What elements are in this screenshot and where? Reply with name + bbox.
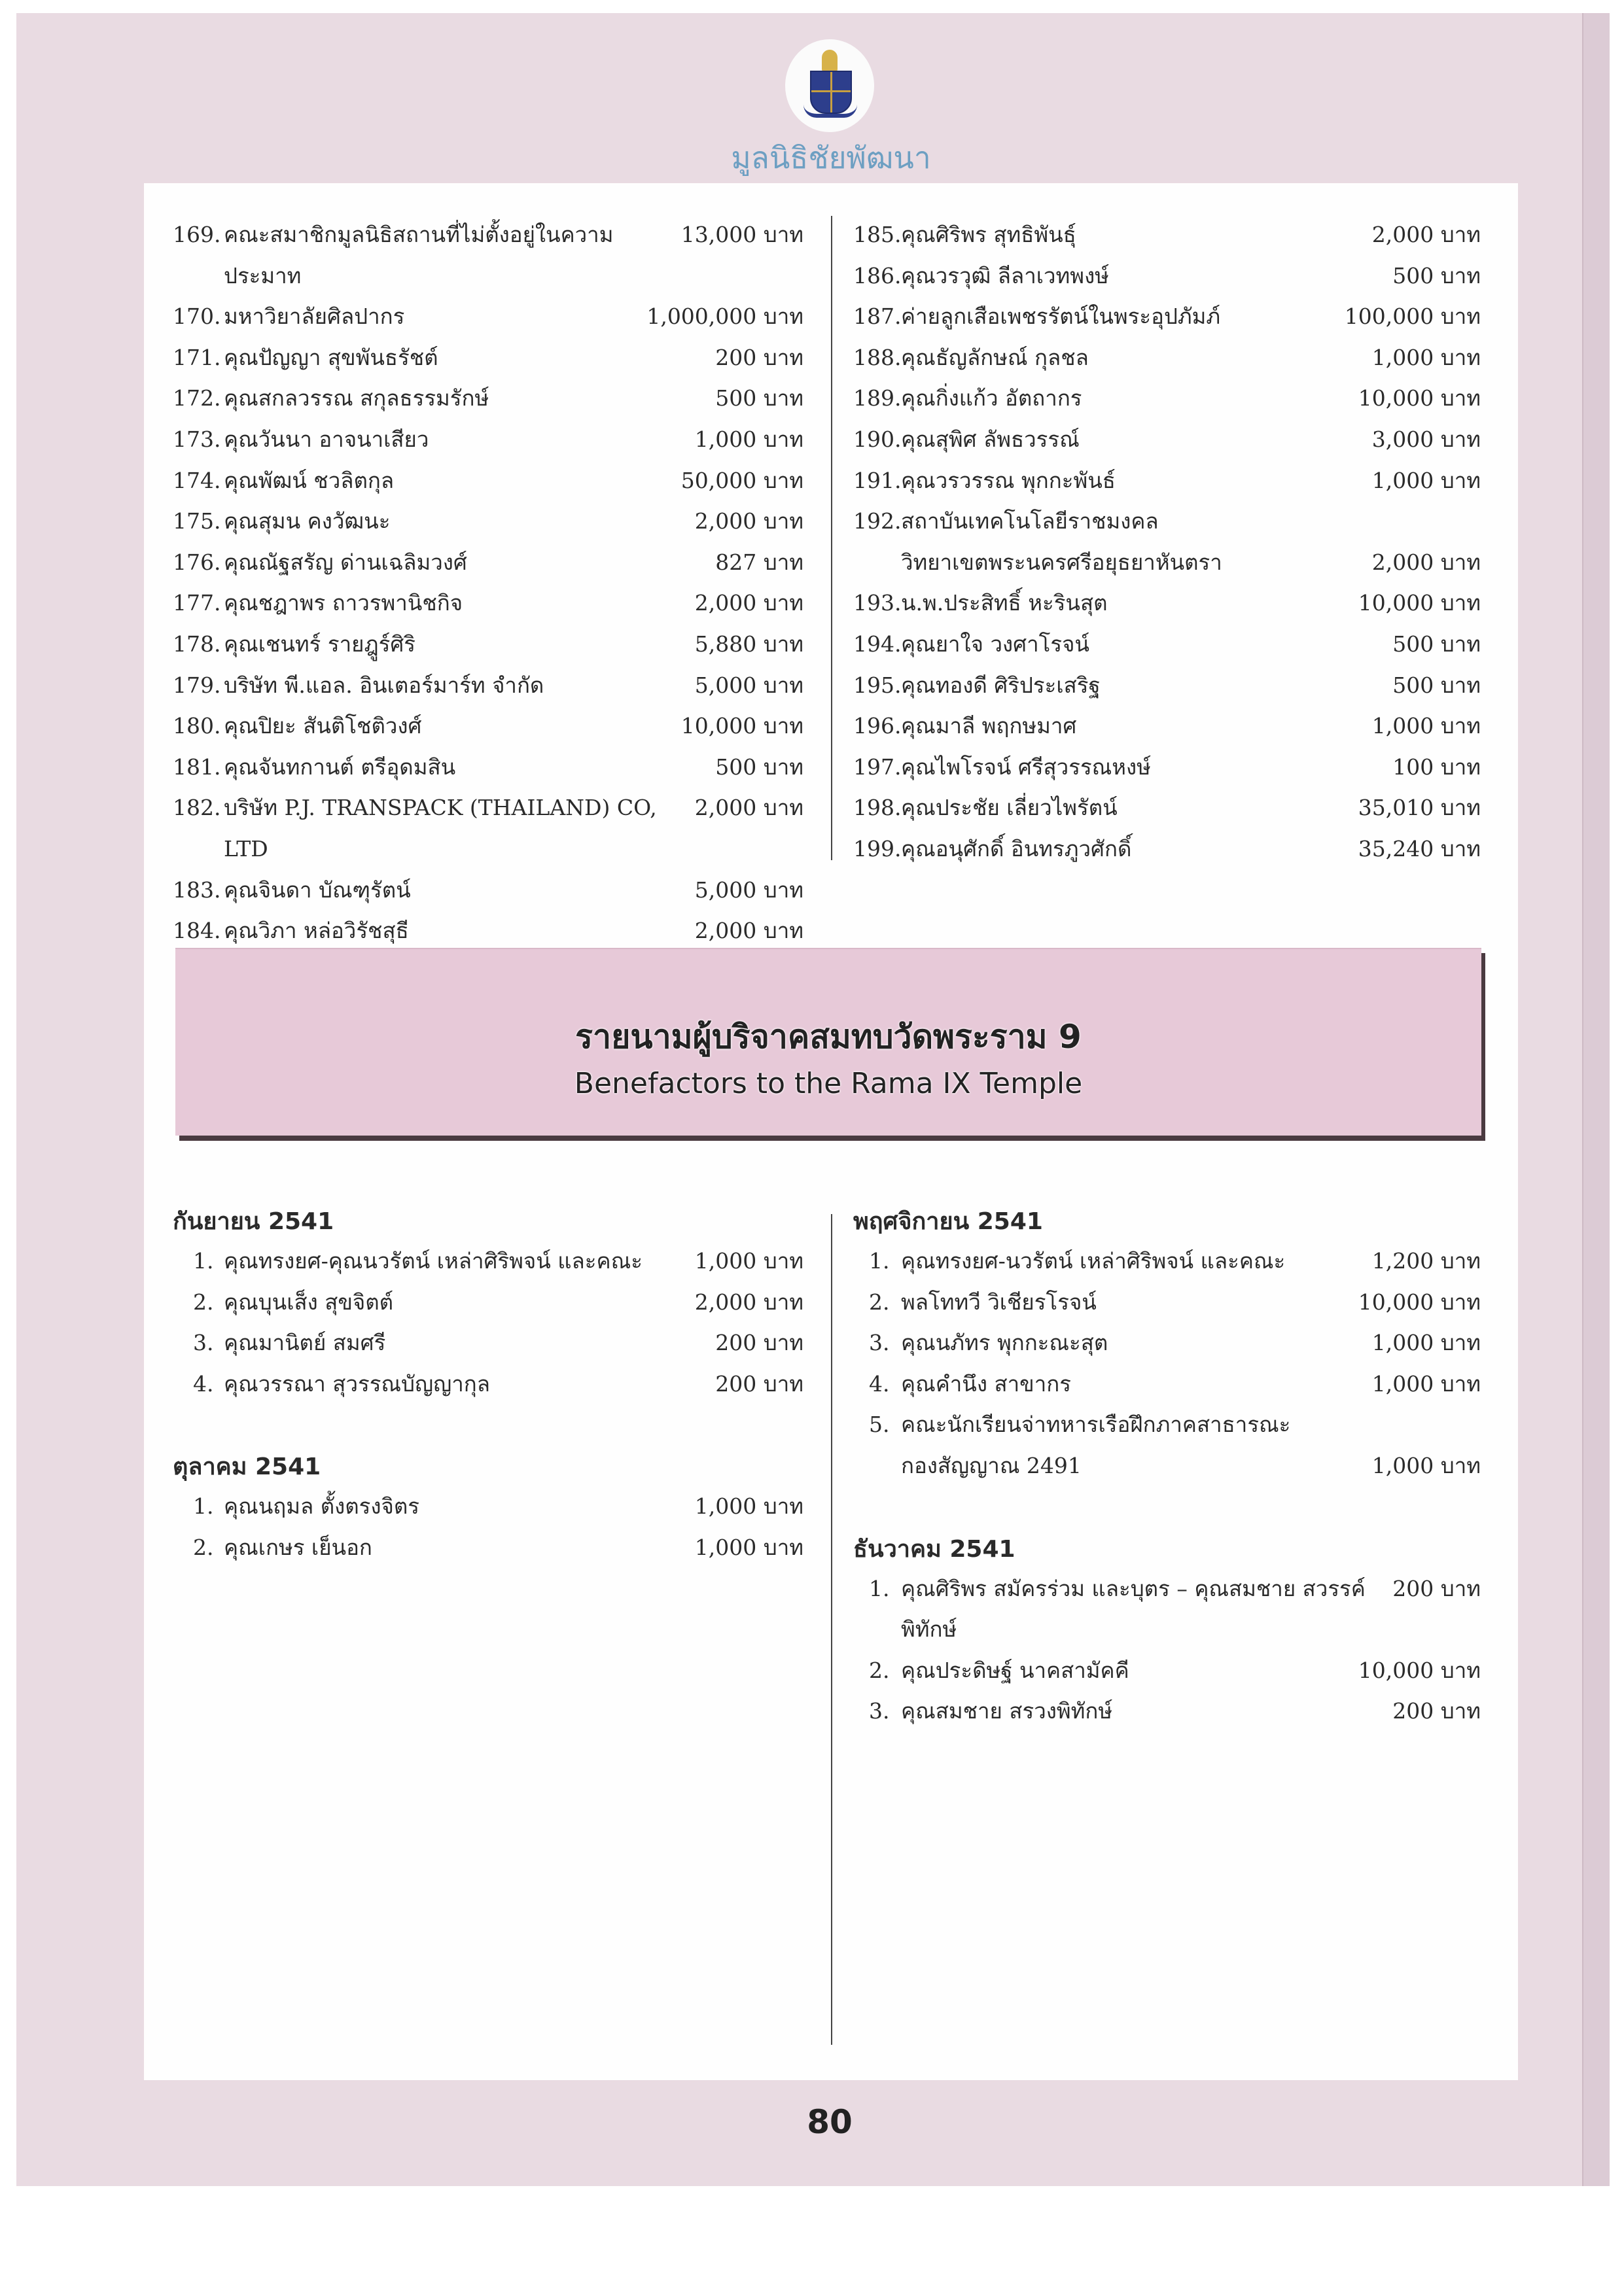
donor-row xyxy=(853,501,1481,542)
donor-number: 176. xyxy=(173,549,221,575)
donation-amount: 2,000 บาท xyxy=(694,508,803,534)
november-list xyxy=(853,1241,1481,1487)
donor-name: คุณอนุศักดิ์ อินทรภูวศักดิ์ xyxy=(901,835,1132,861)
donor-number: 192. xyxy=(853,508,902,534)
donor-row xyxy=(173,706,803,747)
donation-amount: 1,200 บาท xyxy=(1371,1248,1481,1274)
donation-amount: 1,000 บาท xyxy=(694,1248,803,1274)
donor-name: คุณมานิตย์ สมศรี xyxy=(224,1330,386,1356)
donor-number: 2. xyxy=(193,1534,214,1560)
september-list xyxy=(173,1241,803,1404)
month-column-right xyxy=(853,1202,1481,1732)
donor-number: 190. xyxy=(853,426,902,452)
donation-amount: 5,000 บาท xyxy=(694,672,803,698)
column-divider-top xyxy=(831,216,832,860)
donation-amount: 500 บาท xyxy=(715,385,803,411)
banner-title-english: Benefactors to the Rama IX Temple xyxy=(574,1067,1083,1100)
donor-list-left xyxy=(173,215,803,952)
donation-amount: 35,240 บาท xyxy=(1358,835,1481,861)
donor-row xyxy=(173,542,803,583)
banner-title-thai: รายนามผู้บริจาคสมทบวัดพระราม 9 xyxy=(575,1018,1082,1056)
donor-row xyxy=(853,665,1481,706)
donation-amount: 100,000 บาท xyxy=(1344,304,1481,330)
donation-amount: 10,000 บาท xyxy=(1358,590,1481,616)
donor-row xyxy=(853,1364,1481,1405)
donor-number: 1. xyxy=(193,1493,214,1520)
donor-number: 169. xyxy=(173,222,221,247)
donor-number: 187. xyxy=(853,304,902,330)
donation-amount: 10,000 บาท xyxy=(1358,1657,1481,1683)
donor-name: น.พ.ประสิทธิ์ หะรินสุต xyxy=(901,590,1108,616)
donor-name: คุณวรวุฒิ ลีลาเวทพงษ์ xyxy=(901,262,1109,288)
donor-row xyxy=(173,501,803,542)
donor-name: คุณเกษร เย็นอก xyxy=(224,1534,372,1560)
donor-name: คุณทรงยศ-คุณนวรัตน์ เหล่าศิริพจน์ และคณะ xyxy=(224,1248,643,1274)
december-list xyxy=(853,1569,1481,1732)
donor-number: 181. xyxy=(173,754,221,780)
donor-row xyxy=(173,1282,803,1323)
donor-name: พลโททวี วิเชียรโรจน์ xyxy=(901,1289,1097,1315)
donor-number: 173. xyxy=(173,426,221,452)
donor-row xyxy=(173,788,803,869)
donation-amount: 200 บาท xyxy=(715,1330,803,1356)
donor-number: 191. xyxy=(853,467,902,493)
donor-name: คุณมาลี พฤกษมาศ xyxy=(901,713,1077,739)
donor-row xyxy=(173,419,803,461)
donor-name: คุณประชัย เลี่ยวไพรัตน์ xyxy=(901,795,1118,821)
donation-amount: 13,000 บาท xyxy=(680,222,803,247)
donation-amount: 2,000 บาท xyxy=(694,590,803,616)
donation-amount: 500 บาท xyxy=(1392,672,1481,698)
donor-name: คุณปัญญา สุขพันธรัชต์ xyxy=(224,344,438,370)
donor-row xyxy=(173,215,803,296)
donor-name: คุณวันนา อาจนาเสียว xyxy=(224,426,429,452)
donor-row xyxy=(173,461,803,502)
donor-name: คุณไพโรจน์ ศรีสุวรรณหงษ์ xyxy=(901,754,1151,780)
donor-name: คุณวรรณา สุวรรณบัญญากุล xyxy=(224,1370,490,1397)
donor-name: คุณวรวรรณ พุกกะพันธ์ xyxy=(901,467,1116,493)
donor-row xyxy=(173,624,803,665)
donor-number: 177. xyxy=(173,590,221,616)
donor-name: คุณนภัทร พุกกะณะสุต xyxy=(901,1330,1108,1356)
donor-number: 180. xyxy=(173,713,221,739)
donor-number: 178. xyxy=(173,631,221,657)
donation-amount: 1,000 บาท xyxy=(1371,344,1481,370)
donor-number: 175. xyxy=(173,508,221,534)
donor-row xyxy=(853,338,1481,379)
donor-name: คณะนักเรียนจ่าทหารเรือฝึกภาคสาธารณะ xyxy=(901,1412,1291,1438)
donation-amount: 2,000 บาท xyxy=(694,795,803,821)
donor-number: 196. xyxy=(853,713,902,739)
donation-amount: 500 บาท xyxy=(715,754,803,780)
donor-number: 172. xyxy=(173,385,221,411)
donor-list-right xyxy=(853,215,1481,870)
donor-name: คุณทองดี ศิริประเสริฐ xyxy=(901,672,1101,698)
donor-row xyxy=(173,870,803,911)
ribbon-icon xyxy=(803,105,857,118)
donor-number: 197. xyxy=(853,754,902,780)
donor-name: คุณสมชาย สรวงพิทักษ์ xyxy=(901,1698,1113,1724)
donor-number: 182. xyxy=(173,795,221,821)
donation-amount: 2,000 บาท xyxy=(694,918,803,944)
month-heading-december: ธันวาคม 2541 xyxy=(853,1535,1015,1563)
donor-name: คุณบุนเส็ง สุขจิตต์ xyxy=(224,1289,394,1315)
donor-number: 2. xyxy=(193,1289,214,1315)
donor-row xyxy=(853,583,1481,624)
donor-row xyxy=(853,256,1481,297)
donation-amount: 2,000 บาท xyxy=(1371,222,1481,247)
donor-row xyxy=(173,911,803,952)
donor-row xyxy=(853,542,1481,583)
donor-row xyxy=(853,829,1481,870)
donor-number: 198. xyxy=(853,795,902,821)
donor-number: 1. xyxy=(869,1575,890,1601)
donor-row xyxy=(853,1282,1481,1323)
donor-row xyxy=(853,1569,1481,1650)
donation-amount: 1,000 บาท xyxy=(1371,1330,1481,1356)
donation-amount: 1,000 บาท xyxy=(694,1493,803,1520)
donor-row xyxy=(853,788,1481,829)
page-edge xyxy=(1582,13,1610,2186)
donation-amount: 35,010 บาท xyxy=(1358,795,1481,821)
donor-number: 186. xyxy=(853,262,902,288)
donor-number: 1. xyxy=(193,1248,214,1274)
page-number: 80 xyxy=(807,2103,853,2141)
donor-row xyxy=(853,419,1481,461)
donor-number: 170. xyxy=(173,304,221,330)
donor-name: คุณศิริพร สุทธิพันธุ์ xyxy=(901,222,1076,247)
donor-row xyxy=(853,1691,1481,1732)
donor-name: คุณวิภา หล่อวิรัชสุธี xyxy=(224,918,409,944)
donation-amount: 1,000 บาท xyxy=(694,426,803,452)
donor-name: คุณประดิษฐ์ นาคสามัคคี xyxy=(901,1657,1129,1683)
donation-amount: 5,000 บาท xyxy=(694,877,803,903)
donor-name: คุณชฎาพร ถาวรพานิชกิจ xyxy=(224,590,463,616)
donation-amount: 1,000 บาท xyxy=(1371,467,1481,493)
donor-row xyxy=(853,378,1481,419)
donor-number: 183. xyxy=(173,877,221,903)
donation-amount: 1,000 บาท xyxy=(1371,1370,1481,1397)
donor-name: บริษัท พี.แอล. อินเตอร์มาร์ท จำกัด xyxy=(224,672,544,698)
section-banner xyxy=(175,948,1481,1136)
donor-row xyxy=(173,1364,803,1405)
donor-number: 174. xyxy=(173,467,221,493)
donation-amount: 2,000 บาท xyxy=(1371,549,1481,575)
donor-name: คุณทรงยศ-นวรัตน์ เหล่าศิริพจน์ และคณะ xyxy=(901,1248,1286,1274)
donor-number: 189. xyxy=(853,385,902,411)
month-column-left xyxy=(173,1202,803,1569)
donation-amount: 1,000,000 บาท xyxy=(646,304,803,330)
donor-number: 4. xyxy=(193,1370,214,1397)
donor-row xyxy=(853,296,1481,338)
donor-row xyxy=(853,1404,1481,1446)
donor-row xyxy=(853,461,1481,502)
donation-amount: 200 บาท xyxy=(715,344,803,370)
donor-number: 185. xyxy=(853,222,902,247)
donor-name: คุณกิ่งแก้ว อัตถากร xyxy=(901,385,1082,411)
org-name: มูลนิธิชัยพัฒนา xyxy=(731,140,931,175)
donor-row xyxy=(173,1527,803,1569)
donor-name: สถาบันเทคโนโลยีราชมงคล xyxy=(901,508,1159,534)
donor-row xyxy=(853,624,1481,665)
donor-name: คุณปิยะ สันติโชติวงศ์ xyxy=(224,713,422,739)
donor-name: กองสัญญาณ 2491 xyxy=(901,1452,1082,1478)
donor-name: คุณสุมน คงวัฒนะ xyxy=(224,508,391,534)
donor-name: คุณธัญลักษณ์ กุลชล xyxy=(901,344,1089,370)
donor-name: บริษัท P.J. TRANSPACK (THAILAND) CO, LTD xyxy=(224,795,657,861)
crown-icon xyxy=(822,50,838,72)
donor-name: มหาวิยาลัยศิลปากร xyxy=(224,304,405,330)
donation-amount: 500 บาท xyxy=(1392,631,1481,657)
donation-amount: 10,000 บาท xyxy=(1358,1289,1481,1315)
donor-row xyxy=(853,1650,1481,1692)
donor-number: 195. xyxy=(853,672,902,698)
donation-amount: 10,000 บาท xyxy=(1358,385,1481,411)
month-heading-october: ตุลาคม 2541 xyxy=(173,1453,321,1481)
donation-amount: 200 บาท xyxy=(1392,1698,1481,1724)
donor-name: คณะสมาชิกมูลนิธิสถานที่ไม่ตั้งอยู่ในความประมาท xyxy=(224,222,614,288)
donor-name: คุณศิริพร สมัครร่วม และบุตร – คุณสมชาย สวรรค์พิทักษ์ xyxy=(901,1575,1366,1643)
donor-number: 179. xyxy=(173,672,221,698)
donor-name: ค่ายลูกเสือเพชรรัตน์ในพระอุปภัมภ์ xyxy=(901,304,1221,330)
donor-number: 4. xyxy=(869,1370,890,1397)
donor-row xyxy=(173,1486,803,1527)
donor-row xyxy=(173,296,803,338)
donor-row xyxy=(173,583,803,624)
donor-name: คุณจินดา บัณฑุรัตน์ xyxy=(224,877,411,903)
donor-row xyxy=(173,1323,803,1364)
donor-row xyxy=(853,1446,1481,1487)
donor-name: คุณนฤมล ตั้งตรงจิตร xyxy=(224,1493,419,1520)
donor-number: 3. xyxy=(869,1330,890,1356)
donor-number: 194. xyxy=(853,631,902,657)
donor-number: 2. xyxy=(869,1289,890,1315)
donation-amount: 1,000 บาท xyxy=(1371,713,1481,739)
donation-amount: 200 บาท xyxy=(1392,1575,1481,1601)
donation-amount: 1,000 บาท xyxy=(694,1534,803,1560)
donor-number: 193. xyxy=(853,590,902,616)
donor-row xyxy=(853,747,1481,788)
donor-name: คุณณัฐสรัญ ด่านเฉลิมวงศ์ xyxy=(224,549,467,575)
donor-row xyxy=(173,665,803,706)
donation-amount: 10,000 บาท xyxy=(680,713,803,739)
donor-row xyxy=(173,338,803,379)
donation-amount: 50,000 บาท xyxy=(680,467,803,493)
donation-amount: 5,880 บาท xyxy=(694,631,803,657)
donation-amount: 500 บาท xyxy=(1392,262,1481,288)
donation-amount: 1,000 บาท xyxy=(1371,1452,1481,1478)
donor-number: 5. xyxy=(869,1412,890,1438)
donation-amount: 827 บาท xyxy=(715,549,803,575)
donation-amount: 2,000 บาท xyxy=(694,1289,803,1315)
donor-row xyxy=(173,747,803,788)
donor-name: วิทยาเขตพระนครศรีอยุธยาหันตรา xyxy=(901,549,1222,575)
donor-row xyxy=(853,1241,1481,1282)
october-list xyxy=(173,1486,803,1568)
donor-row xyxy=(173,1241,803,1282)
donor-number: 3. xyxy=(193,1330,214,1356)
donation-amount: 3,000 บาท xyxy=(1371,426,1481,452)
donor-number: 1. xyxy=(869,1248,890,1274)
donor-number: 171. xyxy=(173,344,221,370)
month-heading-september: กันยายน 2541 xyxy=(173,1208,334,1235)
donor-name: คุณยาใจ วงศาโรจน์ xyxy=(901,631,1089,657)
donor-number: 188. xyxy=(853,344,902,370)
donor-row xyxy=(853,215,1481,256)
donor-name: คุณคำนึง สาขากร xyxy=(901,1370,1071,1397)
donor-number: 184. xyxy=(173,918,221,944)
donation-amount: 200 บาท xyxy=(715,1370,803,1397)
donor-name: คุณเชนทร์ รายฎูร์ศิริ xyxy=(224,631,416,657)
donation-amount: 100 บาท xyxy=(1392,754,1481,780)
donor-row xyxy=(173,378,803,419)
donor-name: คุณสุพิศ ลัพธวรรณ์ xyxy=(901,426,1080,452)
donor-row xyxy=(853,1323,1481,1364)
donor-name: คุณพัฒน์ ชวลิตกุล xyxy=(224,467,395,493)
donor-name: คุณจันทกานต์ ตรีอุดมสิน xyxy=(224,754,456,780)
donor-row xyxy=(853,706,1481,747)
donor-number: 2. xyxy=(869,1657,890,1683)
donor-number: 3. xyxy=(869,1698,890,1724)
month-heading-november: พฤศจิกายน 2541 xyxy=(853,1208,1043,1235)
column-divider-bottom xyxy=(831,1214,832,2045)
donor-name: คุณสกลวรรณ สกุลธรรมรักษ์ xyxy=(224,385,489,411)
donor-number: 199. xyxy=(853,835,902,861)
